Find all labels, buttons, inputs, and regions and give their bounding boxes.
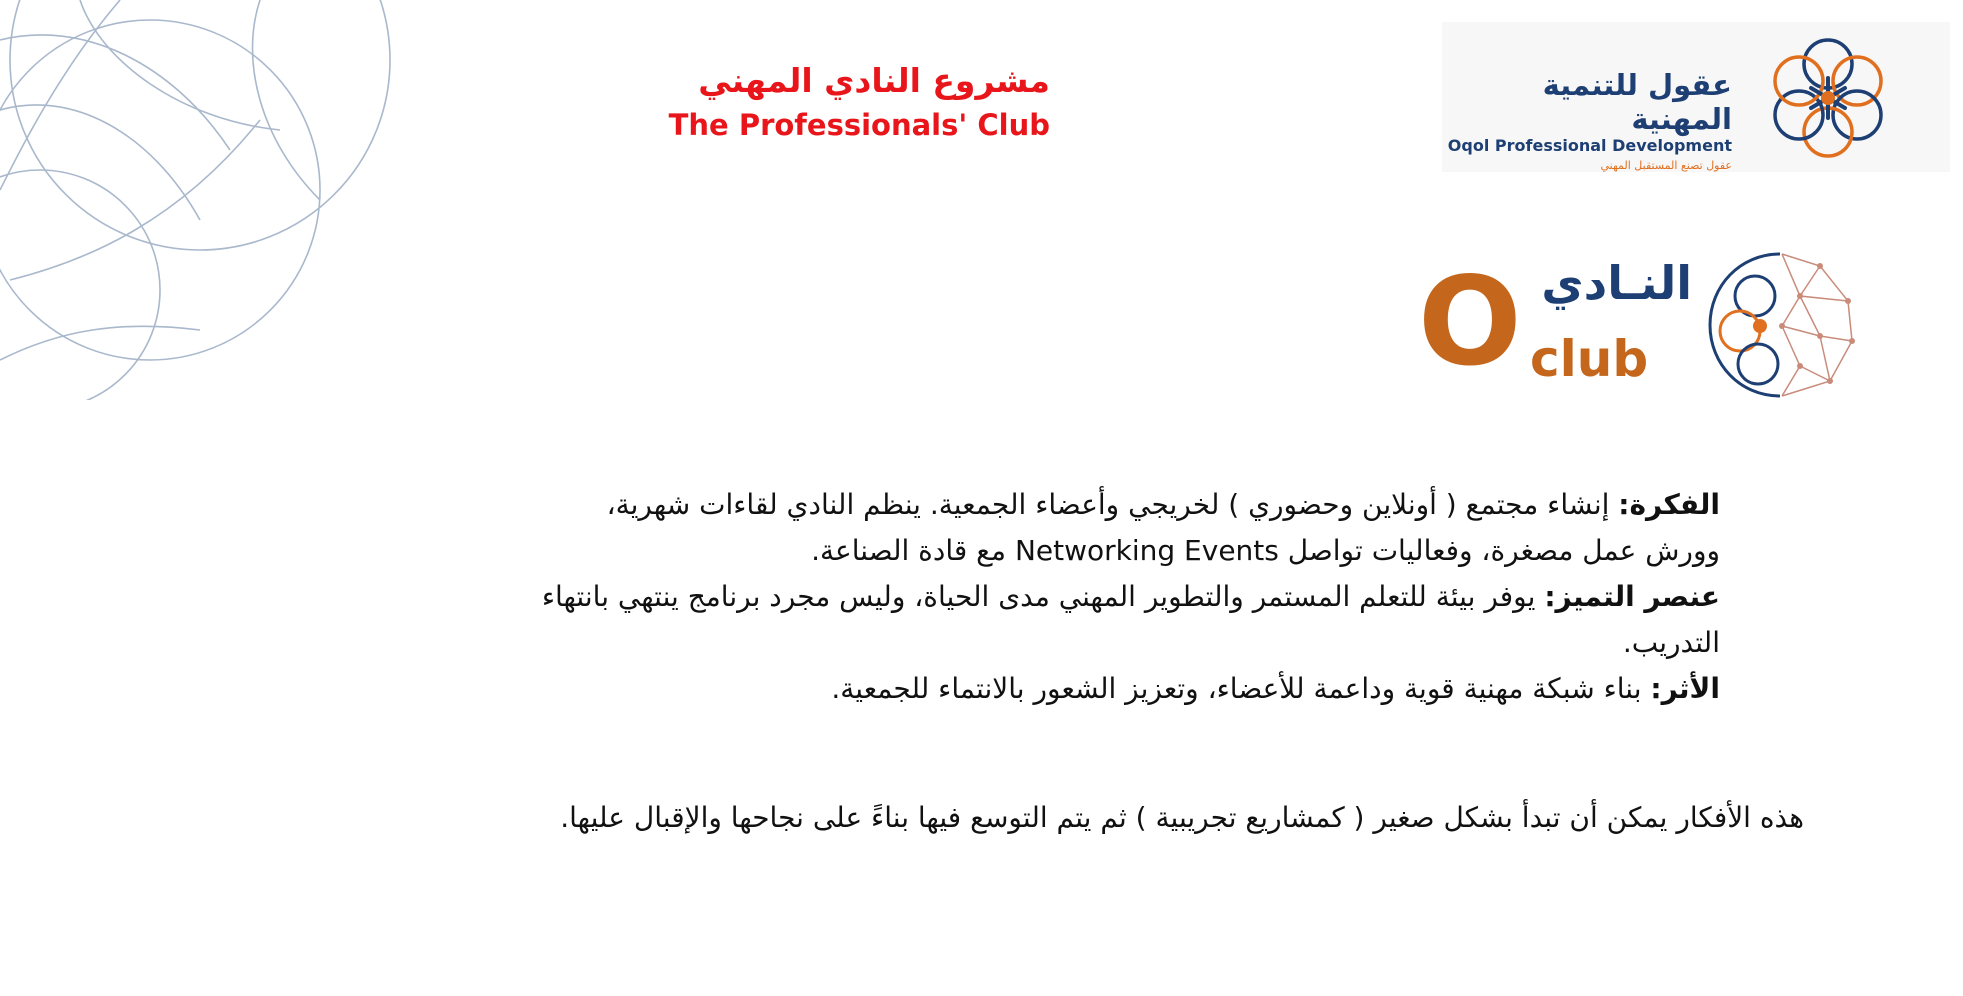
impact-paragraph [528, 666, 1720, 712]
distinction-label: عنصر التميز: [1544, 580, 1720, 613]
impact-text: بناء شبكة مهنية قوية وداعمة للأعضاء، وتعزيز الشعور بالانتماء للجمعية. [831, 672, 1651, 705]
org-logo-text [1442, 68, 1732, 174]
idea-text-end: مع قادة الصناعة. [811, 534, 1015, 567]
org-tagline: عقول تصنع المستقبل المهني [1600, 159, 1732, 172]
project-description [528, 482, 1720, 712]
page-title-arabic: مشروع النادي المهني [698, 61, 1050, 100]
club-name-english: club [1530, 330, 1649, 388]
club-logo [1418, 246, 1868, 404]
page-title-english: The Professionals' Club [668, 108, 1050, 142]
club-name-arabic: النـادي [1541, 256, 1692, 310]
org-name-arabic: عقول للتنمية المهنية [1542, 68, 1732, 136]
swirl-lines-decoration [0, 0, 400, 400]
flower-ring-logo-icon [1758, 28, 1898, 168]
brain-network-logo-icon [1700, 246, 1860, 404]
club-logo-letter: O [1418, 251, 1522, 393]
project-title-block [610, 58, 1050, 144]
impact-label: الأثر: [1650, 672, 1720, 705]
org-logo [1442, 22, 1950, 172]
org-name-english: Oqol Professional Development [1447, 136, 1732, 155]
idea-paragraph [528, 482, 1720, 574]
idea-text: إنشاء مجتمع ( أونلاين وحضوري ) لخريجي وأعضاء الجمعية. ينظم النادي لقاءات شهرية، وورش عمل مصغرة، وفعاليات تواصل [606, 488, 1720, 567]
distinction-text: يوفر بيئة للتعلم المستمر والتطوير المهني مدى الحياة، وليس مجرد برنامج ينتهي بانتهاء التدريب. [541, 580, 1720, 659]
footer-note: هذه الأفكار يمكن أن تبدأ بشكل صغير ( كمشاريع تجريبية ) ثم يتم التوسع فيها بناءً على نجاحها والإقبال عليها. [560, 801, 1804, 834]
idea-text-english: Networking Events [1014, 534, 1279, 567]
idea-label: الفكرة: [1618, 488, 1720, 521]
distinction-paragraph [528, 574, 1720, 666]
